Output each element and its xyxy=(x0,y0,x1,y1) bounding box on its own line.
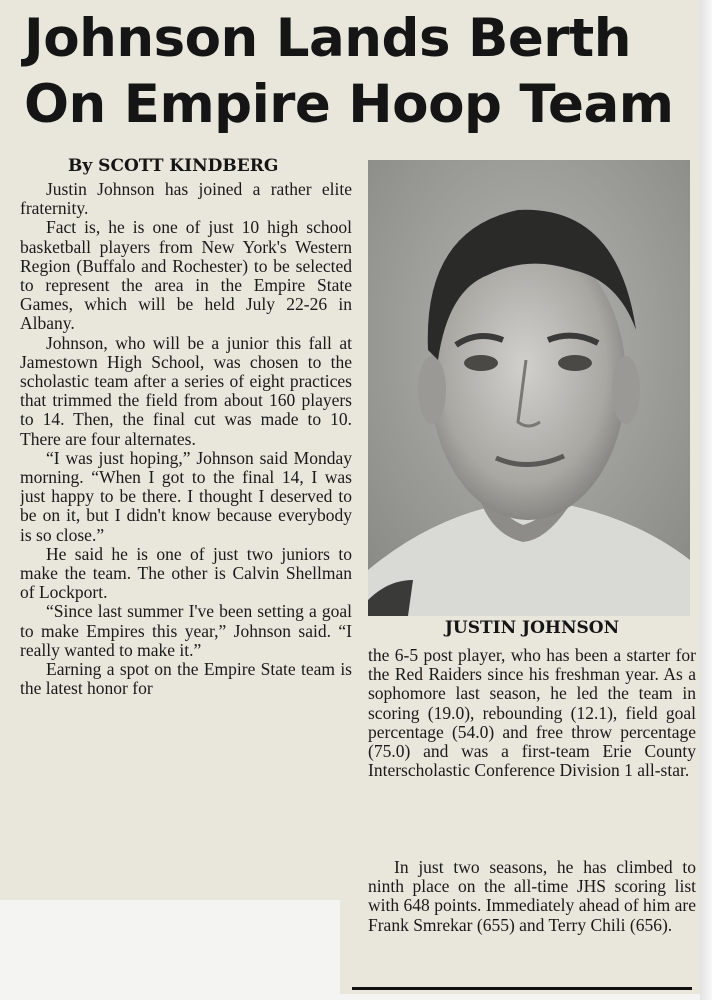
photo-caption: JUSTIN JOHNSON xyxy=(444,618,620,638)
scan-border xyxy=(700,0,712,1000)
paragraph: He said he is one of just two juniors to make the team. The other is Calvin Shellman of Lockport. xyxy=(20,543,352,603)
paragraph: Earning a spot on the Empire State team is the latest honor for xyxy=(20,659,352,699)
paragraph: “Since last summer I've been setting a goal to make Empires this year,” Johnson said. “I really wanted to make it.” xyxy=(20,601,352,660)
paragraph: Justin Johnson has joined a rather elite fraternity. xyxy=(20,180,352,219)
portrait-illustration xyxy=(368,160,690,616)
paragraph: Johnson, who will be a junior this fall at Jamestown High School, was chosen to the scholastic team after a series of eight practices that trimmed the field from about 160 players to 14. Then, the final cut was made to 10. There are four alternates. xyxy=(20,332,352,449)
paragraph: the 6-5 post player, who has been a starter for the Red Raiders since his freshman year. As a sophomore last season, he led the team in scoring (19.0), rebounding (12.1), field goal percentage (54.0) and free throw percentage (75.0) and was a first-team Erie County Interscholastic Conference Division 1 all-star. xyxy=(368,645,696,781)
headline xyxy=(24,6,684,138)
player-photo xyxy=(368,160,690,616)
article-column-right xyxy=(368,646,696,780)
paragraph: Fact is, he is one of just 10 high school basketball players from New York's Western Region (Buffalo and Rochester) to be selected to represent the area in the Empire State Games, which will be held July 22-26 in Albany. xyxy=(20,217,352,334)
headline-line-1: Johnson Lands Berth xyxy=(24,8,631,69)
paragraph: “I was just hoping,” Johnson said Monday morning. “When I got to the final 14, I was just happy to be there. I thought I deserved to be on it, but I didn't know because everybody is so close.” xyxy=(20,447,352,545)
paragraph: In just two seasons, he has climbed to ninth place on the all-time JHS scoring list with 648 points. Immediately ahead of him are Frank Smrekar (655) and Terry Chili (656). xyxy=(368,857,696,935)
headline-line-2: On Empire Hoop Team xyxy=(24,74,674,135)
byline: By SCOTT KINDBERG xyxy=(68,156,279,176)
article-column-left xyxy=(20,180,352,890)
article-column-right-continued xyxy=(368,858,696,935)
